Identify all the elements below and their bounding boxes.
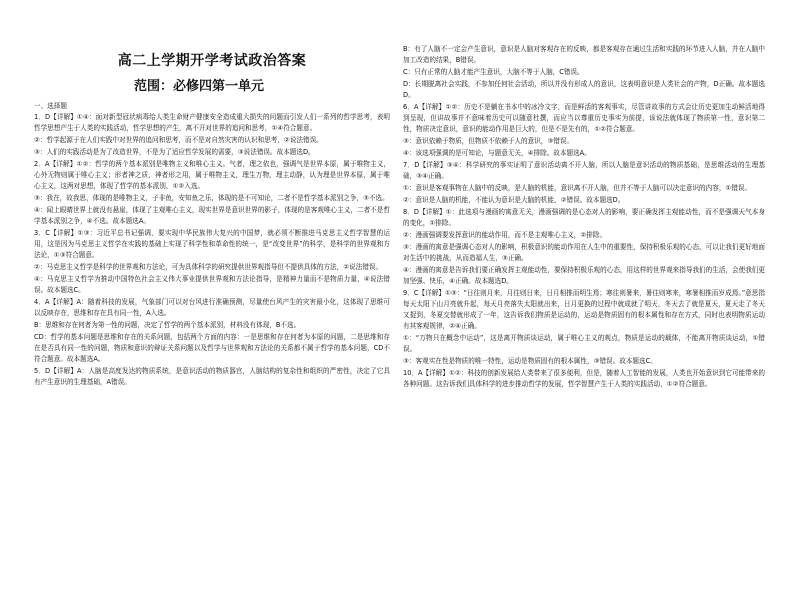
paragraph: ②：漫画强调要发挥意识的能动作用，而不是主观唯心主义，②排除。 [403, 231, 607, 239]
paragraph: ④：该选项强调的是可知论，与题意无关，④排除。故本题选A。 [403, 149, 591, 157]
paragraph: 10．A【详解】①②：科技的创新发展给人类带来了很多便利，但是，随着人工智能的发展，人类也开始意识到它可能带来的各种问题。这告诉我们具体科学的进步推动哲学的发展，哲学智慧产生于人类的实践活动，①②符合题意。 [403, 369, 765, 388]
page-title: 高二上学期开学考试政治答案 [117, 53, 307, 69]
paragraph: ②：意识是人脑的机能，不能认为意识是大脑的机能，②错误。故本题选D。 [403, 196, 625, 204]
paragraph: 2．A【详解】①②：哲学的两个基本派别是唯物主义和唯心主义。气者，理之依也，强调气是世界本原，属于唯物主义，心外无物则属于唯心主义；形者神之质，神者形之用，属于唯物主义，理生万物，理主动静，认为理是世界本原，属于唯心主义，这两对思想，体现了哲学的基本派别，①②入选。 [34, 160, 390, 190]
paragraph: 7．D【详解】③④：科学研究的事实证明了意识活动离不开人脑，所以人脑是意识活动的物质基础，是思维活动的生理基础，③④正确。 [403, 161, 765, 180]
paragraph: 5．D【详解】A：人脑是高度发达的物质系统，是意识活动的物质器官，人脑结构的复杂性和组织的严密性，决定了它具有产生意识的生理基础，A错误。 [34, 367, 390, 386]
paragraph: B：思维和存在何者为第一性的问题，决定了哲学的两个基本派别，材料没有体现，B不选。 [34, 321, 301, 329]
paragraph: 9．C【详解】①③：“日往则月来，月往则日来，日月相推而明生焉；寒往则暑来，暑往则寒来，寒暑相推而岁成焉。”意思指每天太阳下山月亮就升起，每天月亮落失太阳就出来，日月更换的过程中就成就了明天，冬天去了就是夏天，夏天走了冬天又捉到，冬夏交替就形成了一年，这告诉我们物质是运动的，运动是物质固有的根本属性和存在方式，同时也表明物质运动有其客观规律，②④正确。 [403, 289, 765, 330]
paragraph: 6．A【详解】①②：历史不是躺在书本中的冰冷文字，而是鲜活的客观事实，尽管讲故事的方式会让历史更加生动鲜活地得到呈现，但讲故事并不意味着历史可以随意杜撰，而应当以尊重历史事实为前提，该说法就体现了物质第一性，意识第二性，物质决定意识，意识的能动作用是巨大的，但是不是先有的，①②符合题意。 [403, 103, 765, 133]
paragraph: 8．D【详解】①：此选项与漫画的寓意无关，漫画强调的是心态对人的影响，要正确发挥主观能动性，而不是强调天气本身的变化，①排除。 [403, 208, 765, 227]
paragraph: ①：“万物只在概念中运动”，这是离开物质谈运动，属于唯心主义的观点，物质是运动的载体，不能离开物质谈运动，①错误。 [403, 334, 765, 353]
paragraph: 3．C【详解】①③：习近平总书记强调，要实现中华民族伟大复兴的中国梦，就必须不断推进马克思主义哲学智慧的运用，这是因为马克思主义哲学在实践的基础上实现了科学性和革命性的统一，是“改变世界”的科学，是科学的世界观和方法论，①③符合题意。 [34, 229, 390, 259]
paragraph: ②：马克思主义哲学是科学的世界观和方法论，可为具体科学的研究提供世界观指导但不提供具体的方法，②说法错误。 [34, 263, 383, 271]
section-heading: 一、选择题 [34, 102, 67, 110]
paragraph: ④：闻上眼睛世界上就没有悬崖，体现了主观唯心主义，现实世界是意识世界的影子，体现的是客观唯心主义，二者不是哲学基本派别之争，④不选。故本题选A。 [34, 206, 390, 225]
paragraph: 1．D【详解】①④：面对新型冠状病毒给人类生命财产健康安全造成重大损失的问题而引发人们一系列的哲学思考，表明哲学思想产生于人类的实践活动，哲学思想的产生，离不开对世界的追问和思考，①④符合题意。 [34, 113, 390, 132]
right-column [403, 0, 765, 604]
paragraph: D：长期脱离社会实践，不参加任何社会活动，所以并没有形成人的意识，这表明意识是人类社会的产物，D正确。故本题选D。 [403, 80, 765, 99]
paragraph: ④：马克思主义哲学为推动中国特色社会主义伟大事业提供世界观和方法论指导，是精神力量而不是物质力量，④说法错误。故本题选C。 [34, 275, 390, 294]
paragraph: CD：哲学的基本问题是思维和存在的关系问题，包括两个方面的内容：一是思维和存在何者为本原的问题，二是思维和存在是否具有同一性的问题，物质和意识的辩证关系问题以及哲学与世界观和方法论的关系都不属于哲学的基本问题，CD不符合题意。故本题选A。 [34, 333, 390, 363]
paragraph: ③：我在，故我思，体现的是唯物主义，子非鱼，安知鱼之乐，体现的是不可知论，二者不是哲学基本派别之争，③不选。 [34, 194, 389, 202]
paragraph: ③：人们的实践活动是为了改造世界，不是为了适应哲学发展的需要，③说法错误。故本题选D。 [34, 148, 315, 156]
paragraph: ④：漫画的寓意是告诉我们要正确发挥主观能动性，要保持积极乐观的心态，用这样的世界观来指导我们的生活，会使我们更加坚强、快乐，④正确。故本题选D。 [403, 266, 765, 285]
paragraph: B：有了人脑不一定会产生意识，意识是人脑对客观存在的反映，都是客观存在通过生活和实践的环节进入人脑，并在人脑中加工改造的结果，B错误。 [403, 45, 765, 64]
paragraph: ③：漫画的寓意是强调心态对人的影响，积极意识的能动作用在人生中的重要性，保持积极乐观的心态，可以让我们更好地面对生活中的挑战，从而造福人生，③正确。 [403, 243, 765, 262]
paragraph: ③：客观实在性是物质的唯一特性，运动是物质固有的根本属性，③错误。故本题选C。 [403, 357, 657, 365]
paragraph: ②：哲学起源于在人们实践中对世界的追问和思考，而不是对自然灾害的认识和思考，②说法错误。 [34, 136, 323, 144]
paragraph: ③：意识依赖于物质，但物质不依赖于人的意识，③错误。 [403, 137, 574, 145]
paragraph: C：只有正常的人脑才能产生意识，大脑不等于人脑，C错误。 [403, 68, 584, 76]
paragraph: 4．A【详解】A：随着科技的发展，气象部门可以对台风进行准确预测，尽量使台风产生的灾害最小化，这体现了思维可以反映存在，思维和存在具有同一性，A入选。 [34, 298, 390, 317]
left-column [34, 0, 390, 560]
page-subtitle: 范围：必修四第一单元 [134, 79, 265, 94]
paragraph: ①：意识是客观事物在人脑中的反映，是人脑的机能，意识离不开人脑，但并不等于人脑可以决定意识的内容，①错误。 [403, 184, 752, 192]
